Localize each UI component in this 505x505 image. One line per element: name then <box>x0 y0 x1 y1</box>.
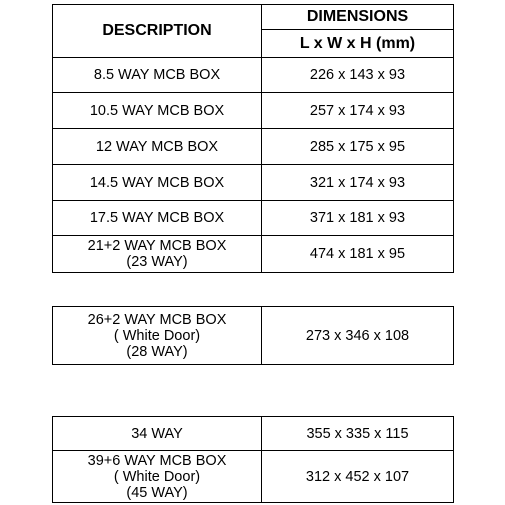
row-description <box>53 165 262 201</box>
row-dimensions: 371 x 181 x 93 <box>262 201 454 236</box>
row-dimensions: 474 x 181 x 95 <box>262 236 454 273</box>
row-description <box>53 58 262 93</box>
row-description <box>53 93 262 129</box>
table-row <box>53 93 454 129</box>
description-line: 21+2 WAY MCB BOX <box>87 238 227 254</box>
row-description <box>53 307 262 365</box>
table-row <box>53 307 454 365</box>
table-row <box>53 236 454 273</box>
description-line: (45 WAY) <box>126 484 188 501</box>
units-header: L x W x H (mm) <box>262 30 454 58</box>
row-dimensions: 257 x 174 x 93 <box>262 93 454 129</box>
dimensions-header: DIMENSIONS <box>262 5 454 30</box>
row-dimensions: 285 x 175 x 95 <box>262 129 454 165</box>
row-description <box>53 201 262 236</box>
table-row <box>53 129 454 165</box>
description-line: 26+2 WAY MCB BOX <box>87 311 227 328</box>
row-dimensions: 355 x 335 x 115 <box>262 417 454 451</box>
description-line: 12 WAY MCB BOX <box>95 138 219 155</box>
description-line: (23 WAY) <box>126 254 188 270</box>
row-description <box>53 451 262 503</box>
description-line: (28 WAY) <box>126 343 188 360</box>
description-line: 14.5 WAY MCB BOX <box>89 174 225 191</box>
dimensions-table-28-way <box>52 306 454 365</box>
description-header: DESCRIPTION <box>53 5 262 58</box>
description-line: 8.5 WAY MCB BOX <box>93 67 221 83</box>
row-dimensions: 273 x 346 x 108 <box>262 307 454 365</box>
row-dimensions: 321 x 174 x 93 <box>262 165 454 201</box>
row-description <box>53 417 262 451</box>
table-row <box>53 417 454 451</box>
description-line: ( White Door) <box>113 468 201 485</box>
table-row <box>53 451 454 503</box>
table-row <box>53 58 454 93</box>
table-row <box>53 201 454 236</box>
description-line: 39+6 WAY MCB BOX <box>87 452 227 469</box>
row-description <box>53 129 262 165</box>
description-line: 34 WAY <box>131 425 183 442</box>
dimensions-table-main <box>52 4 454 273</box>
description-line: 10.5 WAY MCB BOX <box>89 102 225 119</box>
description-line: ( White Door) <box>113 327 201 344</box>
description-line: 17.5 WAY MCB BOX <box>89 210 225 226</box>
row-dimensions: 312 x 452 x 107 <box>262 451 454 503</box>
dimensions-table-large <box>52 416 454 503</box>
table-row <box>53 165 454 201</box>
row-dimensions: 226 x 143 x 93 <box>262 58 454 93</box>
row-description <box>53 236 262 273</box>
